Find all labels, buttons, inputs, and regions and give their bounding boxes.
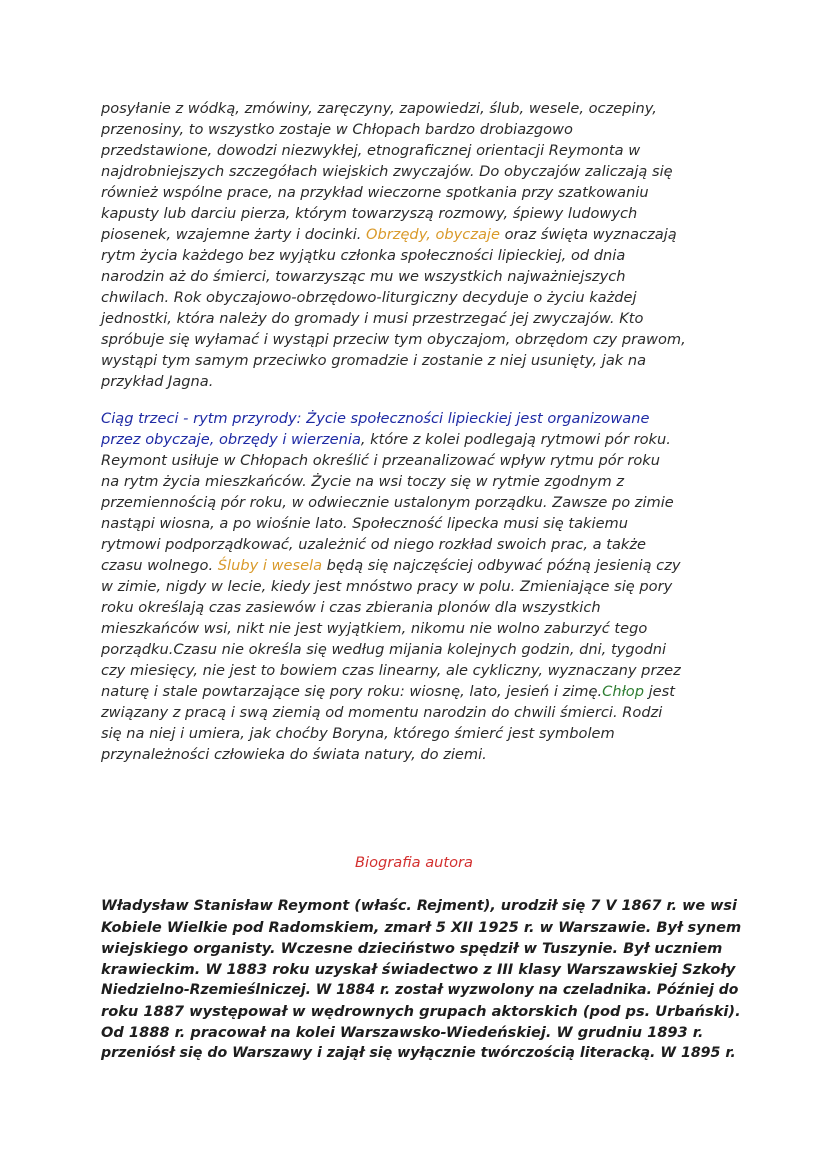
text-line: przemiennością pór roku, w odwiecznie ustalonym porządku. Zawsze po zimie xyxy=(101,494,674,511)
text-line: przenosiny, to wszystko zostaje w Chłopach bardzo drobiazgowo xyxy=(101,121,573,138)
text-line: wiejskiego organisty. Wczesne dzieciństwo spędził w Tuszynie. Był uczniem xyxy=(101,940,723,957)
text-line: Niedzielno-Rzemieślniczej. W 1884 r. został wyzwolony na czeladnika. Później do xyxy=(101,982,739,998)
text-line: czy miesięcy, nie jest to bowiem czas linearny, ale cykliczny, wyznaczany przez xyxy=(101,662,681,679)
text-segment: będą się najczęściej odbywać późną jesienią czy xyxy=(322,557,681,574)
text-line: roku 1887 występował w wędrownych grupach aktorskich (pod ps. Urbański). xyxy=(101,1003,741,1020)
text-line: spróbuje się wyłamać i wystąpi przeciw tym obyczajom, obrzędom czy prawom, xyxy=(101,331,686,348)
highlight-obrzedy-obyczaje: Obrzędy, obyczaje xyxy=(366,226,500,243)
text-line: przedstawione, dowodzi niezwykłej, etnograficznej orientacji Reymonta w xyxy=(101,142,641,159)
paragraph-nature-rhythm xyxy=(101,408,741,765)
highlight-obyczaje-obrzedy-wierzenia: przez obyczaje, obrzędy i wierzenia xyxy=(101,431,361,448)
text-line: rytm życia każdego bez wyjątku członka społeczności lipieckiej, od dnia xyxy=(101,247,626,264)
text-line: narodzin aż do śmierci, towarzysząc mu we wszystkich najważniejszych xyxy=(101,268,626,285)
text-line: chwilach. Rok obyczajowo-obrzędowo-liturgiczny decyduje o życiu każdej xyxy=(101,289,637,306)
text-segment: czasu wolnego. xyxy=(101,557,218,574)
text-segment: naturę i stale powtarzające się pory roku: wiosnę, lato, jesień i zimę. xyxy=(101,683,603,700)
text-line xyxy=(101,555,741,576)
highlight-sluby-wesela: Śluby i wesela xyxy=(217,557,323,574)
highlight-chlop: Chłop xyxy=(602,683,644,700)
text-line: w zimie, nigdy w lecie, kiedy jest mnóstwo pracy w polu. Zmieniające się pory xyxy=(101,578,673,595)
text-line: mieszkańców wsi, nikt nie jest wyjątkiem, nikomu nie wolno zaburzyć tego xyxy=(101,620,648,637)
text-segment: oraz święta wyznaczają xyxy=(499,226,677,243)
text-line: Od 1888 r. pracował na kolei Warszawsko-Wiedeńskiej. W grudniu 1893 r. xyxy=(101,1024,704,1041)
text-line: się na niej i umiera, jak choćby Boryna, którego śmierć jest symbolem xyxy=(101,725,615,742)
text-segment: , które z kolei podlegają rytmowi pór roku. xyxy=(360,431,671,448)
text-line: przynależności człowieka do świata natury, do ziemi. xyxy=(101,746,487,763)
text-line: Kobiele Wielkie pod Radomskiem, zmarł 5 XII 1925 r. w Warszawie. Był synem xyxy=(101,919,742,936)
text-line xyxy=(101,429,741,450)
text-line: najdrobniejszych szczegółach wiejskich zwyczajów. Do obyczajów zaliczają się xyxy=(101,163,673,180)
text-segment: jest xyxy=(643,683,675,700)
text-line: krawieckim. W 1883 roku uzyskał świadectwo z III klasy Warszawskiej Szkoły xyxy=(101,961,736,978)
text-line: również wspólne prace, na przykład wieczorne spotkania przy szatkowaniu xyxy=(101,184,649,201)
text-line: jednostki, która należy do gromady i musi przestrzegać jej zwyczajów. Kto xyxy=(101,310,644,327)
text-line: nastąpi wiosna, a po wiośnie lato. Społeczność lipecka musi się takiemu xyxy=(101,515,629,532)
text-line: kapusty lub darciu pierza, którym towarzyszą rozmowy, śpiewy ludowych xyxy=(101,205,638,222)
text-line: Władysław Stanisław Reymont (właśc. Rejment), urodził się 7 V 1867 r. we wsi xyxy=(101,898,737,914)
text-segment: piosenek, wzajemne żarty i docinki. xyxy=(101,226,367,243)
text-line: związany z pracą i swą ziemią od momentu narodzin do chwili śmierci. Rodzi xyxy=(101,704,663,721)
paragraph-customs xyxy=(101,98,741,392)
paragraph-biography xyxy=(101,896,741,1064)
section-heading-biography: Biografia autora xyxy=(355,854,473,871)
text-line xyxy=(101,224,741,245)
text-line: Reymont usiłuje w Chłopach określić i przeanalizować wpływ rytmu pór roku xyxy=(101,452,661,469)
text-line: na rytm życia mieszkańców. Życie na wsi toczy się w rytmie zgodnym z xyxy=(101,473,625,490)
text-line: rytmowi podporządkować, uzależnić od niego rozkład swoich prac, a także xyxy=(101,536,647,553)
text-line: posyłanie z wódką, zmówiny, zaręczyny, zapowiedzi, ślub, wesele, oczepiny, xyxy=(101,100,657,117)
text-line-highlight: Ciąg trzeci - rytm przyrody: Życie społeczności lipieckiej jest organizowane xyxy=(101,410,650,427)
text-line: wystąpi tym samym przeciwko gromadzie i zostanie z niej usunięty, jak na xyxy=(101,352,647,369)
text-line: porządku.Czasu nie określa się według mijania kolejnych godzin, dni, tygodni xyxy=(101,641,667,658)
text-line xyxy=(101,681,741,702)
text-line: przykład Jagna. xyxy=(101,373,214,390)
text-line: roku określają czas zasiewów i czas zbierania plonów dla wszystkich xyxy=(101,599,601,616)
text-line: przeniósł się do Warszawy i zajął się wyłącznie twórczością literacką. W 1895 r. xyxy=(101,1045,736,1061)
